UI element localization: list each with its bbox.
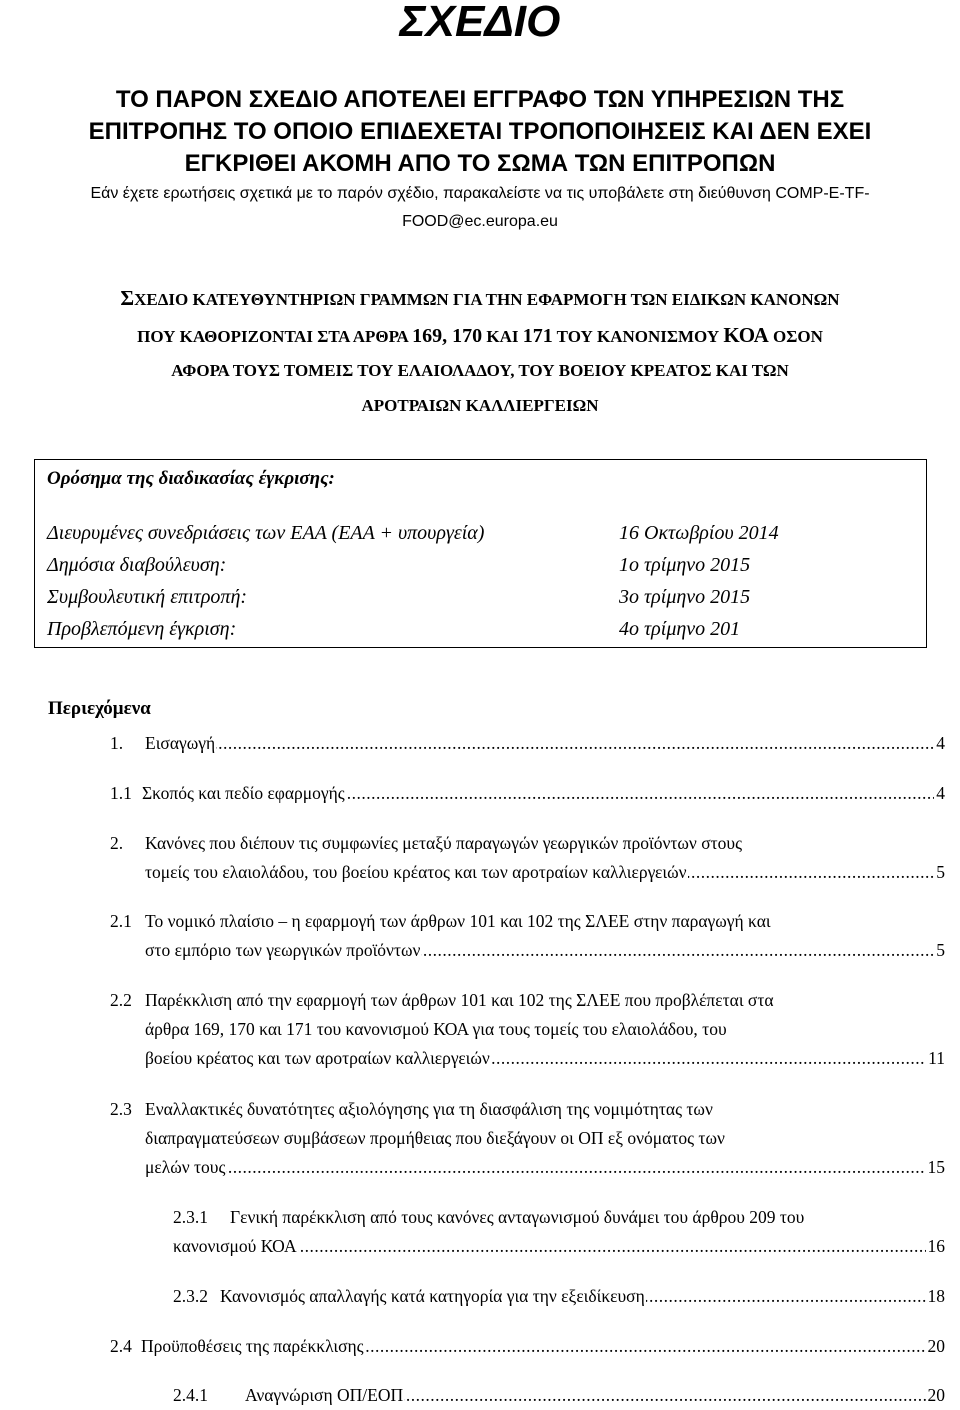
toc-entry-page: 11 <box>926 1044 945 1073</box>
draft-label: ΣΧΕΔΙΟ <box>399 0 561 46</box>
toc-entry-page: 4 <box>934 729 945 758</box>
toc-entry[interactable] <box>110 779 945 808</box>
toc-entry-number: 2.1 <box>110 911 132 931</box>
contact-email[interactable]: FOOD@ec.europa.eu <box>402 213 558 230</box>
title-text: ΟΣΟΝ <box>768 326 823 346</box>
milestone-date: 16 Οκτωβρίου 2014 <box>619 522 779 544</box>
toc-entry[interactable] <box>110 986 945 1073</box>
toc-entry-number: 2.2 <box>110 990 132 1010</box>
milestone-label: Δημόσια διαβούλευση: <box>47 554 227 576</box>
milestone-row <box>47 517 907 549</box>
toc-entry-title: άρθρα 169, 170 και 171 του κανονισμού ΚΟΑ για τους τομείς του ελαιολάδου, του <box>145 1019 727 1039</box>
toc-entry[interactable] <box>110 1095 945 1182</box>
toc-entry-number: 1.1 <box>110 783 132 803</box>
toc-entry-number: 2. <box>110 833 124 853</box>
toc-entry-number: 1. <box>110 733 124 753</box>
title-line-3: ΑΦΟΡΑ ΤΟΥΣ ΤΟΜΕΙΣ ΤΟΥ ΕΛΑΙΟΛΑΔΟΥ, ΤΟΥ ΒΟΕΙΟΥ ΚΡΕΑΤΟΣ ΚΑΙ ΤΩΝ <box>171 361 789 380</box>
warning-line: ΕΠΙΤΡΟΠΗΣ ΤΟ ΟΠΟΙΟ ΕΠΙΔΕΧΕΤΑΙ ΤΡΟΠΟΠΟΙΗΣΕΙΣ ΚΑΙ ΔΕΝ ΕΧΕΙ <box>88 118 872 145</box>
toc-entry-number: 2.4 <box>110 1336 132 1356</box>
document-title <box>30 281 930 423</box>
toc-entry-number: 2.3.1 <box>173 1207 208 1227</box>
toc-entry-title: τομείς του ελαιολάδου, του βοείου κρέατος και των αροτραίων καλλιεργειών <box>145 862 687 882</box>
toc-entry-title: Αναγνώριση ΟΠ/ΕΟΠ <box>245 1385 404 1405</box>
milestone-label: Συμβουλευτική επιτροπή: <box>47 586 248 608</box>
toc-entry-title: μελών τους <box>145 1157 226 1177</box>
warning-line: ΕΓΚΡΙΘΕΙ ΑΚΟΜΗ ΑΠΟ ΤΟ ΣΩΜΑ ΤΩΝ ΕΠΙΤΡΟΠΩΝ <box>184 150 776 177</box>
toc-entry-page: 16 <box>926 1232 946 1261</box>
toc-entry-page: 5 <box>934 936 945 965</box>
toc-entry-title: κανονισμού ΚΟΑ <box>173 1236 297 1256</box>
title-text: ΤΟΥ ΚΑΝΟΝΙΣΜΟΥ <box>552 326 724 346</box>
milestones-box <box>34 459 927 648</box>
title-text: ΧΕΔΙΟ ΚΑΤΕΥΘΥΝΤΗΡΙΩΝ ΓΡΑΜΜΩΝ ΓΙΑ ΤΗΝ ΕΦΑΡΜΟΓΗ ΤΩΝ ΕΙΔΙΚΩΝ ΚΑΝΟΝΩΝ <box>134 290 840 309</box>
toc-entry-page: 4 <box>934 779 945 808</box>
toc-entry-title: Προϋποθέσεις της παρέκκλισης <box>141 1336 364 1356</box>
title-initial: Σ <box>120 286 135 310</box>
toc-entry-number: 2.4.1 <box>173 1385 208 1405</box>
toc-entry-title: Γενική παρέκκλιση από τους κανόνες ανταγωνισμού δυνάμει του άρθρου 209 του <box>230 1207 805 1227</box>
toc-entry-title: Εισαγωγή <box>145 733 216 753</box>
milestone-label: Προβλεπόμενη έγκριση: <box>47 618 237 640</box>
toc-entry-number: 2.3 <box>110 1099 132 1119</box>
toc-entry-page: 20 <box>926 1381 946 1410</box>
toc-entry-page: 5 <box>934 858 945 887</box>
milestone-date: 3ο τρίμηνο 2015 <box>619 586 751 608</box>
toc-entry-title: Σκοπός και πεδίο εφαρμογής <box>142 783 345 803</box>
toc-entry[interactable] <box>110 829 945 887</box>
toc-entry-title: Παρέκκλιση από την εφαρμογή των άρθρων 101 και 102 της ΣΛΕΕ που προβλέπεται στα <box>145 990 774 1010</box>
toc-entry-page: 18 <box>926 1282 946 1311</box>
toc-heading: Περιεχόμενα <box>48 698 151 719</box>
toc-entry-title: βοείου κρέατος και των αροτραίων καλλιεργειών <box>145 1048 490 1068</box>
contact-notice <box>40 180 920 236</box>
contact-line: Εάν έχετε ερωτήσεις σχετικά με το παρόν σχέδιο, παρακαλείστε να τις υποβάλετε στη διεύθυνση COMP-E-TF- <box>90 185 870 202</box>
toc-entry-title: Κανονισμός απαλλαγής κατά κατηγορία για την εξειδίκευση <box>220 1286 645 1306</box>
title-line-2 <box>30 318 930 355</box>
title-line-4: ΑΡΟΤΡΑΙΩΝ ΚΑΛΛΙΕΡΓΕΙΩΝ <box>361 395 599 415</box>
toc-entry-title: Το νομικό πλαίσιο – η εφαρμογή των άρθρων 101 και 102 της ΣΛΕΕ στην παραγωγή και <box>145 911 771 931</box>
milestone-row <box>47 581 907 613</box>
title-text: 169, 170 <box>412 324 483 347</box>
toc-entry[interactable] <box>173 1282 945 1311</box>
title-text: ΚΑΙ <box>482 326 523 346</box>
toc-entry-title: διαπραγματεύσεων συμβάσεων προμήθειας που διεξάγουν οι ΟΠ εξ ονόματος των <box>145 1128 725 1148</box>
draft-warning <box>0 84 960 180</box>
toc-entry-title: Εναλλακτικές δυνατότητες αξιολόγησης για τη διασφάλιση της νομιμότητας των <box>145 1099 713 1119</box>
title-text: ΚΟΑ <box>723 322 769 347</box>
toc-entry-title: Κανόνες που διέπουν τις συμφωνίες μεταξύ παραγωγών γεωργικών προϊόντων στους <box>145 833 743 853</box>
milestones-heading: Ορόσημα της διαδικασίας έγκρισης: <box>47 468 335 489</box>
warning-line: ΤΟ ΠΑΡΟΝ ΣΧΕΔΙΟ ΑΠΟΤΕΛΕΙ ΕΓΓΡΑΦΟ ΤΩΝ ΥΠΗΡΕΣΙΩΝ ΤΗΣ <box>115 86 845 113</box>
milestone-row <box>47 613 907 645</box>
title-line-1 <box>30 281 930 318</box>
toc-entry-title: στο εμπόριο των γεωργικών προϊόντων <box>145 940 421 960</box>
title-text: ΠΟΥ ΚΑΘΟΡΙΖΟΝΤΑΙ ΣΤΑ ΑΡΘΡΑ <box>137 326 413 346</box>
toc-entry[interactable] <box>173 1203 945 1261</box>
toc-entry-page: 20 <box>926 1332 946 1361</box>
title-text: 171 <box>522 324 553 347</box>
milestone-label: Διευρυμένες συνεδριάσεις των ΕΑΑ (ΕΑΑ + υπουργεία) <box>47 522 485 544</box>
milestone-date: 4ο τρίμηνο 201 <box>619 618 741 640</box>
toc-entry[interactable] <box>110 729 945 758</box>
toc-entry[interactable] <box>110 1332 945 1361</box>
toc-entry[interactable] <box>173 1381 945 1410</box>
toc-entry-number: 2.3.2 <box>173 1286 208 1306</box>
milestone-date: 1ο τρίμηνο 2015 <box>619 554 751 576</box>
toc-entry-page: 15 <box>926 1153 946 1182</box>
milestone-row <box>47 549 907 581</box>
toc-entry[interactable] <box>110 907 945 965</box>
